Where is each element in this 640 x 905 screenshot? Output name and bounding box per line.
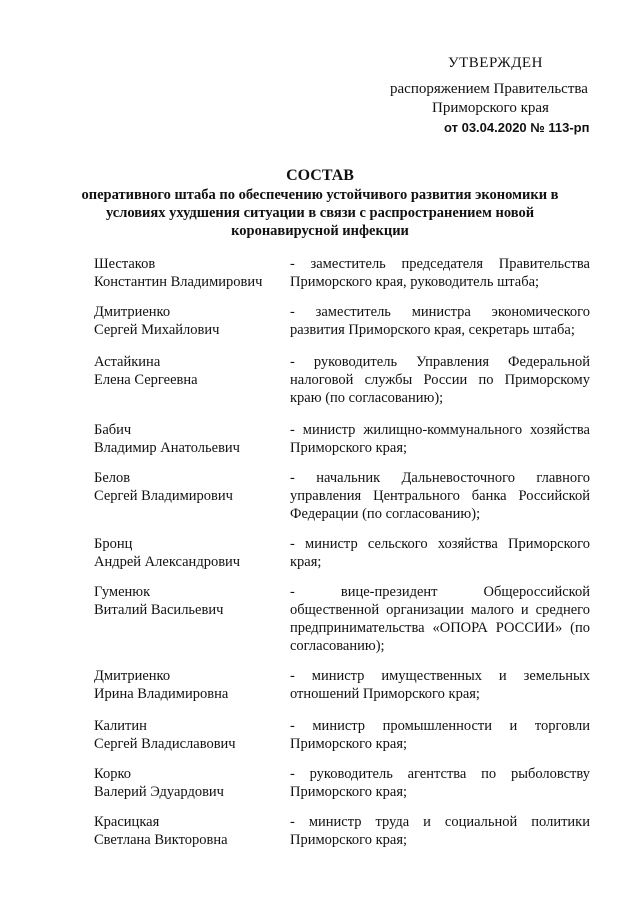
member-role: - вице-президент Общероссийской общественной организации малого и среднего предпринимательства «ОПОРА РОССИИ» (по согласованию); <box>290 584 590 654</box>
member-row <box>94 583 590 655</box>
document-heading <box>80 166 560 240</box>
member-given-names: Сергей Владиславович <box>94 736 236 752</box>
member-row <box>94 353 590 407</box>
member-name <box>94 667 290 703</box>
approval-date: от 03.04.2020 № 113-рп <box>444 120 590 135</box>
member-given-names: Светлана Викторовна <box>94 832 228 848</box>
member-given-names: Владимир Анатольевич <box>94 440 240 456</box>
member-row <box>94 303 590 339</box>
member-name <box>94 813 290 849</box>
member-role: - руководитель Управления Федеральной налоговой службы России по Приморскому краю (по согласованию); <box>290 354 590 406</box>
member-given-names: Виталий Васильевич <box>94 602 224 618</box>
member-surname: Бабич <box>94 422 132 438</box>
member-given-names: Константин Владимирович <box>94 274 263 290</box>
member-role: - министр промышленности и торговли Приморского края; <box>290 718 590 752</box>
member-surname: Калитин <box>94 718 147 734</box>
member-given-names: Елена Сергеевна <box>94 372 198 388</box>
member-given-names: Андрей Александрович <box>94 554 241 570</box>
approval-line-2: Приморского края <box>432 100 549 116</box>
member-name <box>94 255 290 291</box>
approval-title: УТВЕРЖДЕН <box>448 55 543 71</box>
member-name <box>94 303 290 339</box>
member-surname: Красицкая <box>94 814 160 830</box>
member-surname: Астайкина <box>94 354 161 370</box>
member-name <box>94 535 290 571</box>
member-role: - заместитель министра экономического развития Приморского края, секретарь штаба; <box>290 304 590 338</box>
member-surname: Белов <box>94 470 131 486</box>
member-role: - начальник Дальневосточного главного управления Центрального банка Российской Федерации (по согласованию); <box>290 470 590 522</box>
member-row <box>94 255 590 291</box>
member-row <box>94 535 590 571</box>
member-surname: Гуменюк <box>94 584 151 600</box>
approval-line-1: распоряжением Правительства <box>390 81 588 97</box>
member-given-names: Валерий Эдуардович <box>94 784 224 800</box>
member-surname: Бронц <box>94 536 133 552</box>
member-row <box>94 765 590 801</box>
member-row <box>94 667 590 703</box>
member-name <box>94 765 290 801</box>
members-list <box>94 255 590 861</box>
member-name <box>94 717 290 753</box>
member-row <box>94 469 590 523</box>
member-row <box>94 717 590 753</box>
member-role: - министр жилищно-коммунального хозяйства Приморского края; <box>290 422 590 456</box>
member-role: - министр сельского хозяйства Приморского края; <box>290 536 590 570</box>
member-given-names: Сергей Михайлович <box>94 322 220 338</box>
member-role: - министр труда и социальной политики Приморского края; <box>290 814 590 848</box>
member-surname: Дмитриенко <box>94 304 171 320</box>
member-surname: Корко <box>94 766 132 782</box>
member-name <box>94 353 290 407</box>
member-name <box>94 421 290 457</box>
member-row <box>94 421 590 457</box>
document-subtitle: оперативного штаба по обеспечению устойчивого развития экономики в условиях ухудшения ситуации в связи с распространением новой коронавирусной инфекции <box>81 187 559 239</box>
document-title: СОСТАВ <box>286 167 354 184</box>
member-name <box>94 583 290 655</box>
member-name <box>94 469 290 523</box>
member-role: - заместитель председателя Правительства Приморского края, руководитель штаба; <box>290 256 590 290</box>
member-surname: Шестаков <box>94 256 156 272</box>
member-role: - руководитель агентства по рыболовству Приморского края; <box>290 766 590 800</box>
member-role: - министр имущественных и земельных отношений Приморского края; <box>290 668 590 702</box>
member-given-names: Сергей Владимирович <box>94 488 233 504</box>
member-surname: Дмитриенко <box>94 668 171 684</box>
member-given-names: Ирина Владимировна <box>94 686 229 702</box>
member-row <box>94 813 590 849</box>
